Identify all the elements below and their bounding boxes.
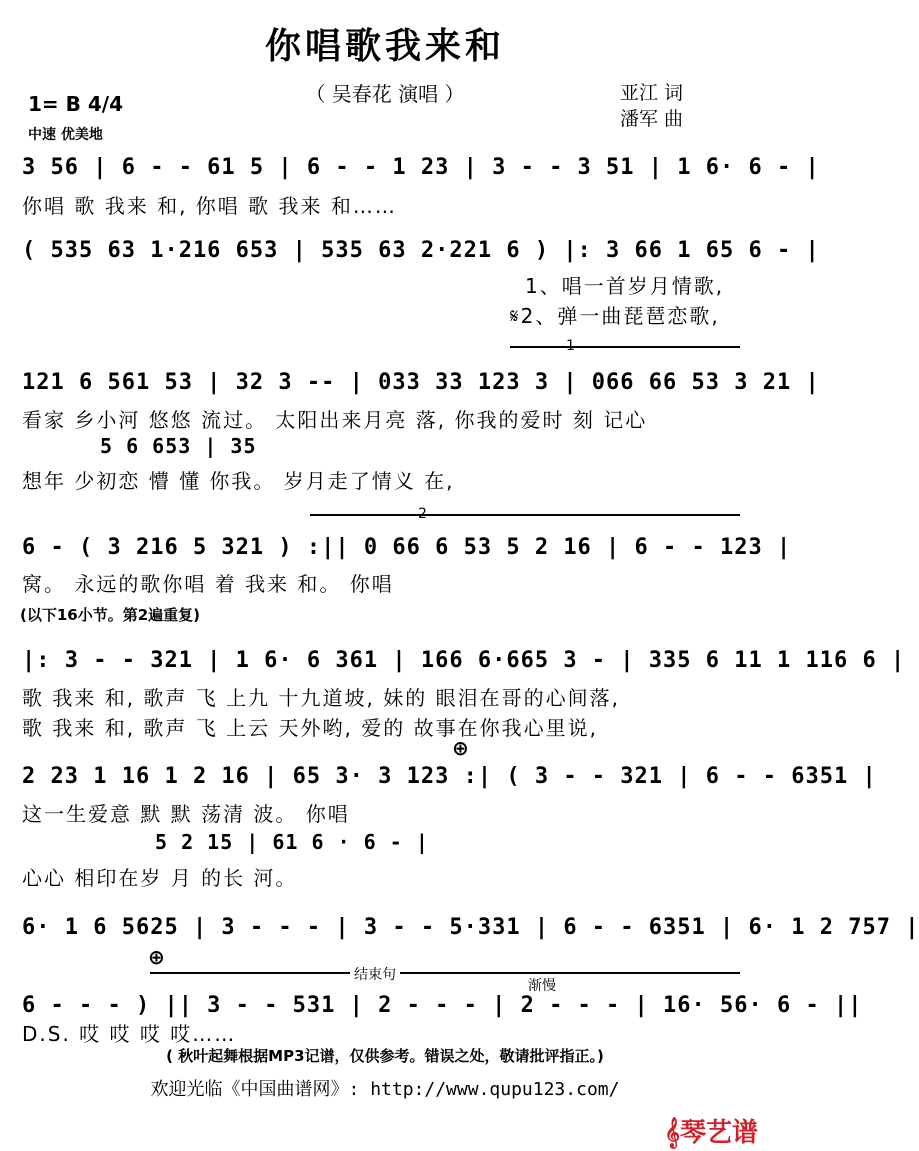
lyric-line-5b: 歌 我来 和, 歌声 飞 上云 天外哟, 爱的 故事在你我心里说, [22, 716, 598, 740]
coda-sign-icon: ⊕ [452, 736, 469, 760]
verse-2-intro: 𝄋2、弹一曲琵琶恋歌, [510, 304, 720, 328]
notation-line-6-alt: 5 2 15 | 61 6 · 6 - | [155, 830, 429, 854]
notation-line-7: 6· 1 6 5625 | 3 - - - | 3 - - 5·331 | 6 - - 6351 | 6· 1 2 757 | [22, 915, 919, 940]
lyric-line-5a: 歌 我来 和, 歌声 飞 上九 十九道坡, 妹的 眼泪在哥的心间落, [22, 686, 620, 710]
repeat-instruction: (以下16小节。第2遍重复) [20, 606, 201, 624]
lyric-line-6b: 心心 相印在岁 月 的长 河。 [22, 866, 298, 890]
ending-phrase-label: 结束句 [350, 964, 400, 984]
lyric-line-6a: 这一生爱意 默 默 荡清 波。 你唱 [22, 802, 350, 826]
lyric-line-1: 你唱 歌 我来 和, 你唱 歌 我来 和…… [22, 194, 397, 218]
lyricist: 亚江 词 [620, 82, 684, 104]
performer: （ 吴春花 演唱 ） [305, 82, 465, 106]
verse-1-intro: 1、唱一首岁月情歌, [525, 274, 725, 298]
second-ending-bracket [310, 514, 740, 516]
lyric-line-8: D.S. 哎 哎 哎 哎…… [22, 1022, 237, 1046]
second-ending-number: 2 [418, 506, 427, 522]
transcription-note: ( 秋叶起舞根据MP3记谱，仅供参考。错误之处，敬请批评指正。) [166, 1047, 604, 1065]
notation-line-6: 2 23 1 16 1 2 16 | 65 3· 3 123 :| ( 3 - - 321 | 6 - - 6351 | [22, 764, 877, 789]
song-title: 你唱歌我来和 [264, 26, 505, 67]
key-signature: 1= B 4/4 [28, 92, 123, 116]
notation-line-2: ( 535 63 1·216 653 | 535 63 2·221 6 ) |: 3 66 1 65 6 - | [22, 238, 820, 263]
tempo-marking: 中速 优美地 [28, 127, 103, 143]
lyric-line-3a: 看家 乡小河 悠悠 流过。 太阳出来月亮 落, 你我的爱时 刻 记心 [22, 408, 648, 432]
notation-line-1: 3 56 | 6 - - 61 5 | 6 - - 1 23 | 3 - - 3 51 | 1 6· 6 - | [22, 155, 820, 180]
notation-line-8: 6 - - - ) || 3 - - 531 | 2 - - - | 2 - - - | 16· 56· 6 - || [22, 993, 863, 1018]
composer: 潘军 曲 [620, 108, 684, 130]
lyric-line-3b: 想年 少初恋 懵 懂 你我。 岁月走了情义 在, [22, 469, 455, 493]
music-note-icon: 𝄞 [664, 1118, 680, 1148]
site-logo [665, 1112, 758, 1149]
coda-bracket [150, 972, 740, 974]
notation-line-3: 121 6 561 53 | 32 3 -- | 033 33 123 3 | 066 66 53 3 21 | [22, 370, 820, 395]
site-link[interactable]: 欢迎光临《中国曲谱网》: http://www.qupu123.com/ [150, 1079, 620, 1100]
first-ending-number: 1 [566, 338, 575, 354]
lyric-line-4: 窝。 永远的歌你唱 着 我来 和。 你唱 [22, 572, 394, 596]
notation-line-5: |: 3 - - 321 | 1 6· 6 361 | 166 6·665 3 - | 335 6 11 1 116 6 | [22, 648, 906, 673]
notation-line-4: 6 - ( 3 216 5 321 ) :|| 0 66 6 53 5 2 16 | 6 - - 123 | [22, 535, 792, 560]
notation-line-3-alt: 5 6 653 | 35 [100, 434, 257, 458]
coda-sign-icon-2: ⊕ [148, 945, 165, 969]
ritardando-label: 渐慢 [528, 978, 556, 994]
logo-text: 琴艺谱 [679, 1118, 758, 1148]
first-ending-bracket [510, 346, 740, 348]
